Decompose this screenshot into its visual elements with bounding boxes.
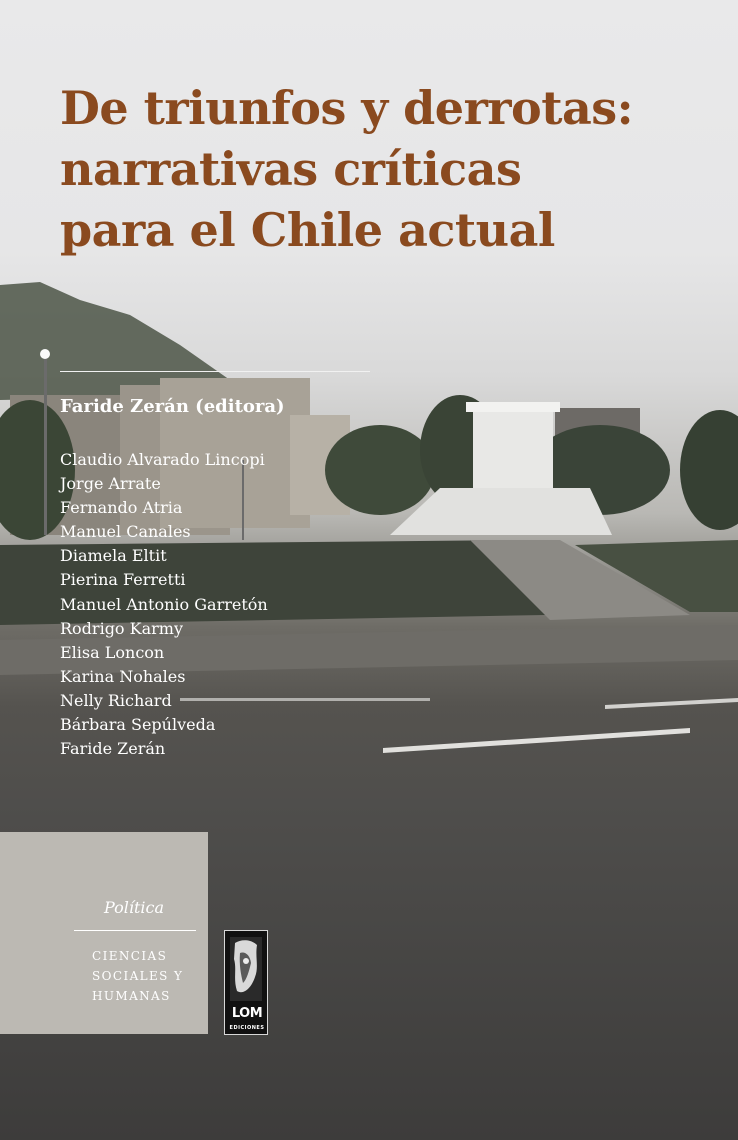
title-line-2: narrativas críticas <box>60 142 522 196</box>
collection-label <box>92 946 204 1006</box>
author-item: Bárbara Sepúlveda <box>60 715 216 735</box>
author-item: Rodrigo Karmy <box>60 618 183 638</box>
divider-line <box>60 371 370 372</box>
author-item: Fernando Atria <box>60 498 183 518</box>
collection-divider <box>74 930 196 931</box>
author-item: Diamela Eltit <box>60 546 167 566</box>
book-title <box>60 78 700 261</box>
series-name: Política <box>104 898 165 917</box>
author-item: Manuel Canales <box>60 522 191 542</box>
collection-line: HUMANAS <box>92 989 171 1003</box>
logo-text: LOM <box>231 1006 263 1021</box>
editor-name: Faride Zerán (editora) <box>60 396 285 417</box>
publisher-logo <box>224 930 268 1035</box>
author-item: Manuel Antonio Garretón <box>60 594 268 614</box>
author-list <box>60 448 268 761</box>
logo-emblem-icon <box>225 933 267 1005</box>
author-item: Faride Zerán <box>60 739 166 759</box>
author-item: Nelly Richard <box>60 690 172 710</box>
author-item: Jorge Arrate <box>60 474 161 494</box>
author-item: Karina Nohales <box>60 666 186 686</box>
author-item: Pierina Ferretti <box>60 570 186 590</box>
collection-line: SOCIALES Y <box>92 969 184 983</box>
author-item: Elisa Loncon <box>60 642 165 662</box>
collection-line: CIENCIAS <box>92 949 168 963</box>
title-line-1: De triunfos y derrotas: <box>60 81 634 135</box>
title-line-3: para el Chile actual <box>60 203 555 257</box>
author-item: Claudio Alvarado Lincopi <box>60 450 265 469</box>
logo-subtext: EDICIONES <box>229 1025 265 1031</box>
